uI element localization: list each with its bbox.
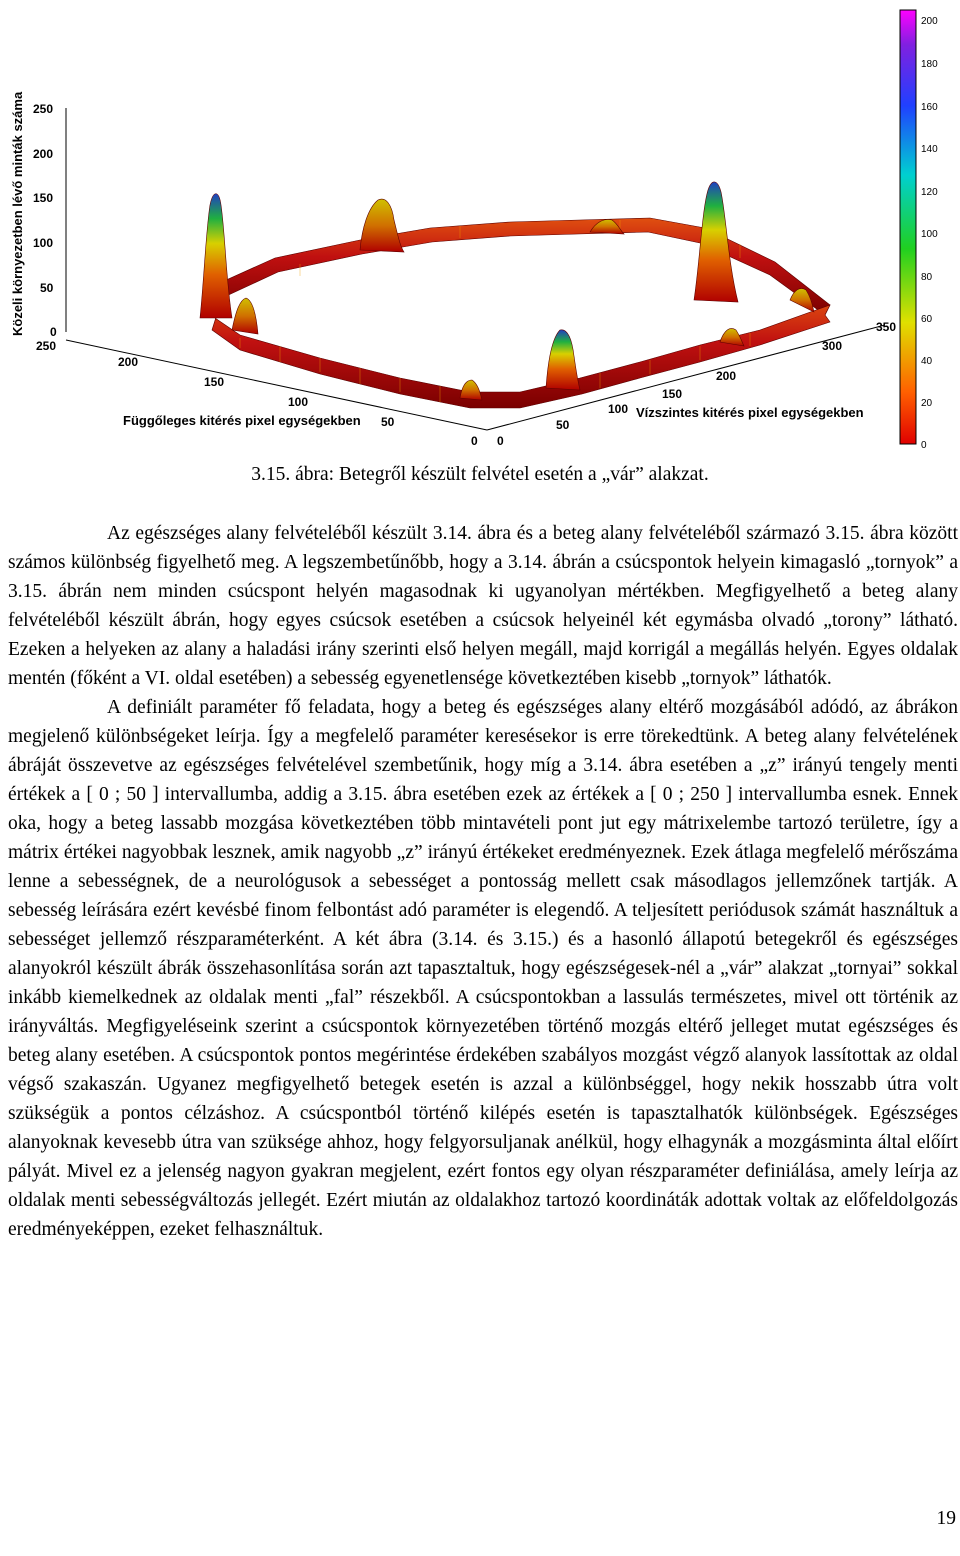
x-tick: 200	[716, 369, 737, 383]
y-tick: 100	[288, 395, 309, 409]
colorbar-tick: 180	[921, 59, 938, 70]
x-tick: 350	[876, 320, 897, 334]
surface-plot	[0, 0, 960, 450]
colorbar-tick: 0	[921, 440, 927, 450]
figure-3-15	[0, 0, 960, 450]
y-tick: 250	[36, 339, 57, 353]
colorbar-tick: 160	[921, 102, 938, 113]
colorbar	[900, 10, 938, 450]
colorbar-tick: 60	[921, 314, 933, 325]
colorbar-tick: 100	[921, 229, 938, 240]
y-tick: 50	[381, 415, 395, 429]
paragraph: A definiált paraméter fő feladata, hogy a beteg és egészséges alany eltérő mozgásából adódó, az ábrákon megjelenő különbségeket leírja. Így a megfelelő paraméter keresésekor is erre törekedtünk. A beteg alany felvételének ábráját összevetve az egészséges felvételével szembetűnik, hogy míg a 3.14. ábra esetében a „z” irányú tengely menti értékek a [ 0 ; 50 ] intervallumba, addig a 3.15. ábra esetében ezek az értékek a [ 0 ; 250 ] intervallumba esnek. Ennek oka, hogy a beteg lassabb mozgása következtében több mintavételi pont jut egy mátrixelembe tartozó területre, így a mátrix értékei nagyobbak lesznek, amik nagyobb „z” irányú értékeket eredményeznek. Ezek átlaga megfelelő mérőszáma lenne a sebességnek, de a neurológusok a sebességet a pontosság mellett csak másodlagos jellemzőnek tartják. A sebesség leírására ezért kevésbé finom felbontást adó paraméter is elegendő. A teljesített periódusok számát használtuk a sebességet jellemző részparaméterként. A két ábra (3.14. és 3.15.) és a hasonló állapotú betegekről és egészséges alanyokról készült ábrák összehasonlítása során azt tapasztaltuk, hogy egészségesek-nél a „vár” alakzat „tornyai” sokkal inkább kiemelkednek az oldalak menti „fal” részekből. A csúcspontokban a lassulás természetes, mivel ott történik az irányváltás. Megfigyeléseink szerint a csúcspontok környezetében történő mozgás eltérő jelleget mutat egészséges és beteg alany esetében. A csúcspontok pontos megérintése érdekében szabályos mozgást végző alanyok lassítottak az oldal végső szakaszán. Ugyanez megfigyelhető betegek esetén is azzal a különbséggel, hogy nekik hosszabb útra volt szükségük a pontos célzáshoz. A csúcspontból történő kilépés esetén is tapasztalhatók különbségek. Egészséges alanyoknak kevesebb útra van szüksége ahhoz, hogy felgyorsuljanak anélkül, hogy elhagynák a mozgásminta által előírt pályát. Mivel ez a jelenség nagyon gyakran megjelent, ezért fontos egy olyan részparaméter definiálása, amely leírja az oldalak menti sebességváltozás jellegét. Ezért miután az oldalakhoz tartozó koordináták adottak voltak az előfeldolgozás eredményeképpen, ezeket felhasználtuk.	[8, 697, 958, 1240]
z-axis-label: Közeli környezetben lévő minták száma	[10, 91, 25, 336]
z-tick: 250	[33, 102, 54, 116]
x-tick: 100	[608, 402, 629, 416]
colorbar-tick: 20	[921, 398, 933, 409]
y-tick: 0	[471, 434, 478, 448]
z-tick: 150	[33, 191, 54, 205]
z-tick: 200	[33, 147, 54, 161]
colorbar-tick: 140	[921, 144, 938, 155]
paragraph: Az egészséges alany felvételéből készült 3.14. ábra és a beteg alany felvételéből származó 3.15. ábra között számos különbség figyelhető meg. A legszembetűnőbb, hogy a 3.14. ábrán a csúcspontok helyein kimagasló „tornyok” a 3.15. ábrán nem minden csúcspont helyén magasodnak ki ugyanolyan mértékben. Megfigyelhető a beteg alany felvételéből készült ábrán, hogy egyes csúcsok esetében a csúcsok helyeinél két egymásba olvadó „torony” látható. Ezeken a helyeken az alany a haladási irány szerinti első helyen megáll, majd korrigál a megállás helyén. Egyes oldalak mentén (főként a VI. oldal esetében) a sebesség egyenetlensége következtében kisebb „tornyok” láthatók.	[8, 523, 958, 689]
colorbar-tick: 40	[921, 356, 933, 367]
z-tick: 0	[50, 325, 57, 339]
y-tick: 200	[118, 355, 139, 369]
z-tick-labels	[33, 102, 57, 339]
y-tick: 150	[204, 375, 225, 389]
x-tick: 50	[556, 418, 570, 432]
x-axis-label: Vízszintes kitérés pixel egységekben	[636, 405, 864, 420]
page-number: 19	[936, 1508, 956, 1529]
x-tick: 300	[822, 339, 843, 353]
colorbar-tick: 200	[921, 16, 938, 27]
y-axis-label: Függőleges kitérés pixel egységekben	[123, 413, 361, 428]
colorbar-tick: 120	[921, 187, 938, 198]
z-tick: 50	[40, 281, 54, 295]
body-text	[8, 519, 958, 1244]
figure-caption: 3.15. ábra: Betegről készült felvétel esetén a „vár” alakzat.	[251, 464, 709, 485]
colorbar-tick: 80	[921, 272, 933, 283]
x-tick: 150	[662, 387, 683, 401]
z-tick: 100	[33, 236, 54, 250]
x-tick: 0	[497, 434, 504, 448]
